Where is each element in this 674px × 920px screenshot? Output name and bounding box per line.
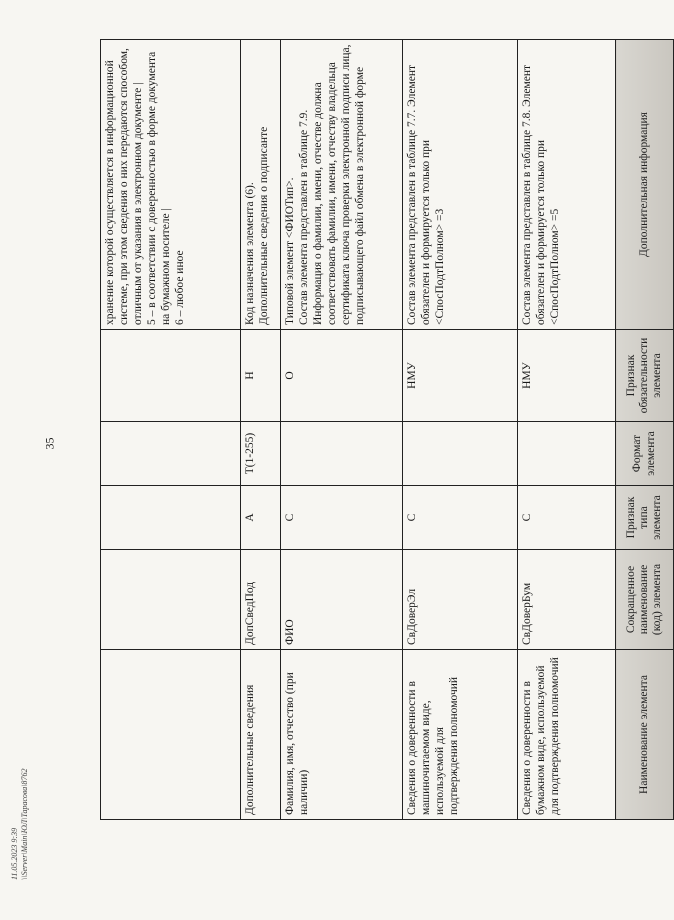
- cell-info: [518, 40, 616, 330]
- cell-required: Н: [241, 330, 281, 422]
- cell-type: С: [281, 486, 403, 550]
- cell-code: ФИО: [281, 550, 403, 650]
- cell-type: С: [518, 486, 616, 550]
- cell-name: Дополнительные сведения: [241, 650, 281, 820]
- cell-name: Сведения о доверенности в бумажном виде, используемой для подтверждения полномочий: [518, 650, 616, 820]
- cell-required: [101, 330, 241, 422]
- info-line: Типовой элемент <ФИОТип>.: [284, 177, 296, 325]
- info-line: 6 – любое иное: [174, 250, 187, 325]
- cell-format: [101, 422, 241, 486]
- info-line: Дополнительные сведения о подписанте: [258, 126, 271, 325]
- cell-required: НМУ: [518, 330, 616, 422]
- table-row: [403, 40, 518, 820]
- table-row: [101, 40, 241, 820]
- cell-type: С: [403, 486, 518, 550]
- cell-code: [101, 550, 241, 650]
- table-row: [518, 40, 616, 820]
- info-line: Код назначения элемента (6).: [244, 182, 256, 325]
- header-required: Признак обязательности элемента: [616, 330, 674, 422]
- table-header-row: [616, 40, 674, 820]
- info-line: хранение которой осуществляется в информационной системе, при этом сведения о них передаются способом, отличным от указания в электронном документе |: [104, 48, 145, 325]
- rotated-table-container: [100, 40, 664, 820]
- cell-name: Сведения о доверенности в машиночитаемом виде, используемой для подтверждения полномочий: [403, 650, 518, 820]
- info-line: Состав элемента представлен в таблице 7.9. Информация о фамилии, имени, отчестве должна соответствовать фамилии, имени, отчеству владельца сертификата ключа проверки электронной подписи лица, подписывающего файл обмена в электронной форме: [298, 44, 367, 325]
- page-number: 35: [42, 437, 57, 450]
- file-stamp: [10, 770, 130, 880]
- cell-format: [281, 422, 403, 486]
- cell-format: [518, 422, 616, 486]
- header-type: Признак типа элемента: [616, 486, 674, 550]
- header-code: Сокращенное наименование (код) элемента: [616, 550, 674, 650]
- cell-info: [281, 40, 403, 330]
- header-info: Дополнительная информация: [616, 40, 674, 330]
- cell-code: СвДоверБум: [518, 550, 616, 650]
- cell-info: [241, 40, 281, 330]
- info-line: Состав элемента представлен в таблице 7.7. Элемент обязателен и формируется только при <СпосПодтПолном> =3: [406, 64, 447, 325]
- cell-code: ДопСведПод: [241, 550, 281, 650]
- cell-info: [101, 40, 241, 330]
- cell-format: [403, 422, 518, 486]
- info-line: 5 – в соответствии с доверенностью в форме документа на бумажном носителе |: [146, 51, 173, 325]
- cell-type: [101, 486, 241, 550]
- table-row: [241, 40, 281, 820]
- cell-code: СвДоверЭл: [403, 550, 518, 650]
- cell-format: T(1-255): [241, 422, 281, 486]
- elements-table: [100, 39, 674, 820]
- header-format: Формат элемента: [616, 422, 674, 486]
- header-name: Наименование элемента: [616, 650, 674, 820]
- info-line: Состав элемента представлен в таблице 7.8. Элемент обязателен и формируется только при <СпосПодтПолном> =5: [521, 64, 562, 325]
- stamp-path: \\Server\Main\ЮЛ\Тарасова\8762: [20, 768, 29, 880]
- cell-type: А: [241, 486, 281, 550]
- cell-info: [403, 40, 518, 330]
- table-row: [281, 40, 403, 820]
- cell-required: НМУ: [403, 330, 518, 422]
- cell-required: О: [281, 330, 403, 422]
- cell-name: Фамилия, имя, отчество (при наличии): [281, 650, 403, 820]
- stamp-date: 11.05.2023 9:39: [10, 827, 19, 880]
